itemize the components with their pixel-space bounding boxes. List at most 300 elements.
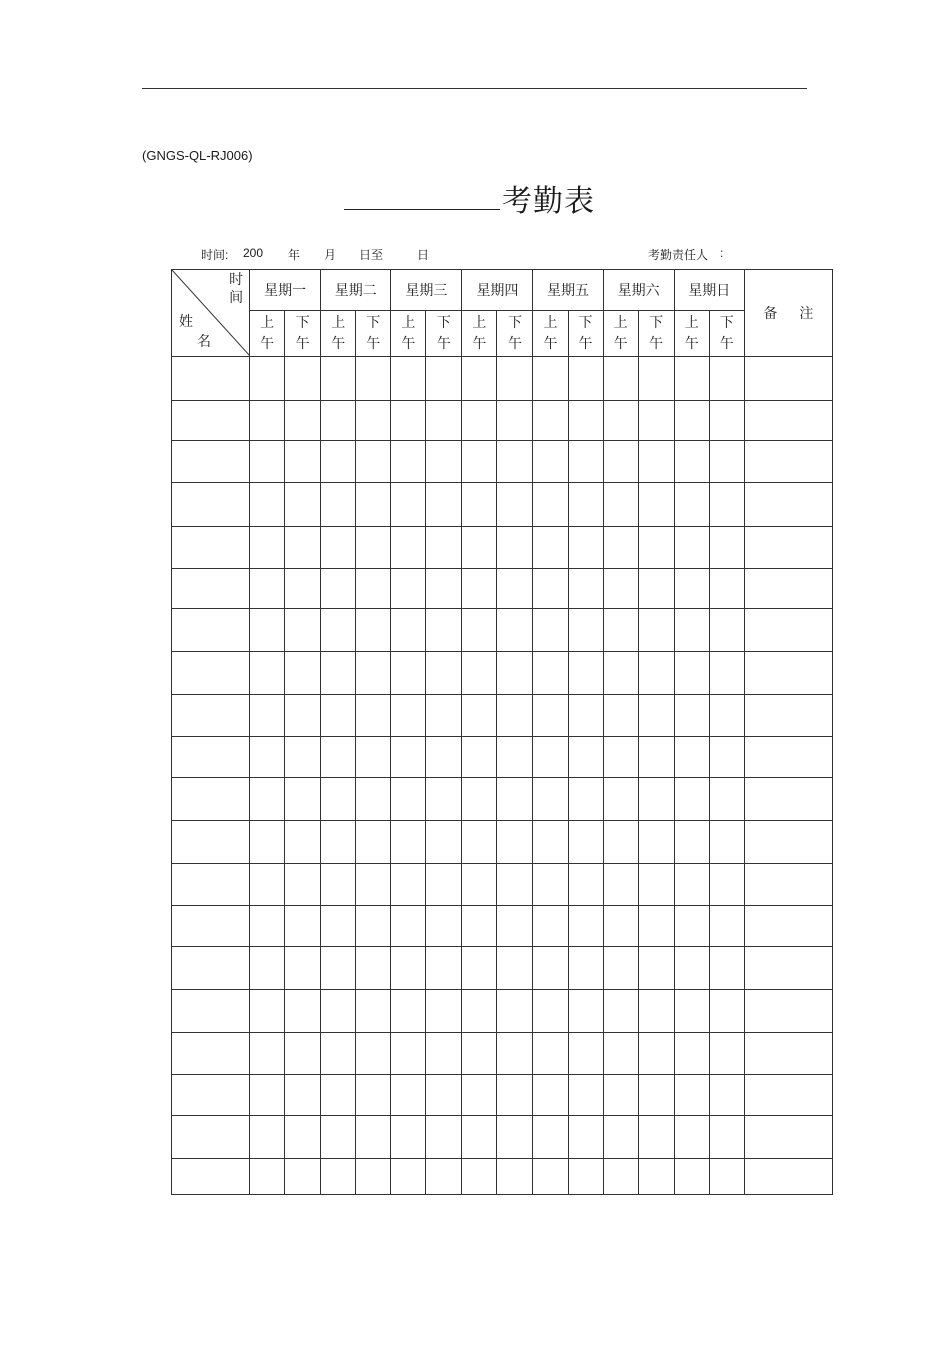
name-cell[interactable] [172, 1159, 250, 1195]
morning-cell[interactable] [462, 483, 497, 527]
morning-cell[interactable] [674, 864, 709, 906]
afternoon-cell[interactable] [709, 357, 744, 401]
afternoon-cell[interactable] [568, 401, 603, 441]
morning-cell[interactable] [533, 864, 568, 906]
afternoon-cell[interactable] [638, 737, 674, 778]
name-cell[interactable] [172, 695, 250, 737]
afternoon-cell[interactable] [426, 737, 462, 778]
morning-cell[interactable] [533, 1116, 568, 1159]
name-cell[interactable] [172, 609, 250, 652]
afternoon-cell[interactable] [709, 906, 744, 947]
afternoon-cell[interactable] [568, 652, 603, 695]
remark-cell[interactable] [744, 652, 832, 695]
afternoon-cell[interactable] [568, 1033, 603, 1075]
morning-cell[interactable] [250, 609, 285, 652]
morning-cell[interactable] [674, 652, 709, 695]
afternoon-cell[interactable] [638, 864, 674, 906]
afternoon-cell[interactable] [285, 1075, 321, 1116]
morning-cell[interactable] [321, 990, 356, 1033]
afternoon-cell[interactable] [568, 527, 603, 569]
morning-cell[interactable] [321, 821, 356, 864]
morning-cell[interactable] [533, 401, 568, 441]
morning-cell[interactable] [250, 821, 285, 864]
afternoon-cell[interactable] [426, 906, 462, 947]
morning-cell[interactable] [391, 990, 426, 1033]
morning-cell[interactable] [674, 1033, 709, 1075]
afternoon-cell[interactable] [497, 695, 533, 737]
afternoon-cell[interactable] [356, 1075, 391, 1116]
afternoon-cell[interactable] [426, 527, 462, 569]
remark-cell[interactable] [744, 1075, 832, 1116]
morning-cell[interactable] [533, 609, 568, 652]
afternoon-cell[interactable] [709, 569, 744, 609]
morning-cell[interactable] [321, 1116, 356, 1159]
morning-cell[interactable] [674, 737, 709, 778]
morning-cell[interactable] [321, 569, 356, 609]
afternoon-cell[interactable] [497, 483, 533, 527]
afternoon-cell[interactable] [426, 609, 462, 652]
afternoon-cell[interactable] [285, 821, 321, 864]
afternoon-cell[interactable] [709, 609, 744, 652]
afternoon-cell[interactable] [285, 401, 321, 441]
morning-cell[interactable] [250, 906, 285, 947]
afternoon-cell[interactable] [638, 906, 674, 947]
afternoon-cell[interactable] [568, 947, 603, 990]
afternoon-cell[interactable] [426, 483, 462, 527]
afternoon-cell[interactable] [568, 357, 603, 401]
afternoon-cell[interactable] [426, 864, 462, 906]
morning-cell[interactable] [391, 947, 426, 990]
morning-cell[interactable] [462, 990, 497, 1033]
afternoon-cell[interactable] [568, 695, 603, 737]
morning-cell[interactable] [674, 990, 709, 1033]
afternoon-cell[interactable] [638, 990, 674, 1033]
morning-cell[interactable] [250, 357, 285, 401]
afternoon-cell[interactable] [356, 864, 391, 906]
morning-cell[interactable] [674, 609, 709, 652]
morning-cell[interactable] [603, 1159, 638, 1195]
afternoon-cell[interactable] [356, 990, 391, 1033]
afternoon-cell[interactable] [638, 527, 674, 569]
afternoon-cell[interactable] [426, 1033, 462, 1075]
morning-cell[interactable] [462, 864, 497, 906]
afternoon-cell[interactable] [285, 357, 321, 401]
morning-cell[interactable] [321, 527, 356, 569]
morning-cell[interactable] [321, 947, 356, 990]
remark-cell[interactable] [744, 1159, 832, 1195]
afternoon-cell[interactable] [285, 609, 321, 652]
afternoon-cell[interactable] [356, 609, 391, 652]
afternoon-cell[interactable] [356, 483, 391, 527]
morning-cell[interactable] [603, 1116, 638, 1159]
afternoon-cell[interactable] [356, 947, 391, 990]
afternoon-cell[interactable] [356, 527, 391, 569]
morning-cell[interactable] [391, 1075, 426, 1116]
morning-cell[interactable] [391, 906, 426, 947]
morning-cell[interactable] [674, 1159, 709, 1195]
remark-cell[interactable] [744, 947, 832, 990]
morning-cell[interactable] [391, 864, 426, 906]
name-cell[interactable] [172, 441, 250, 483]
morning-cell[interactable] [391, 569, 426, 609]
afternoon-cell[interactable] [709, 778, 744, 821]
name-cell[interactable] [172, 527, 250, 569]
afternoon-cell[interactable] [709, 737, 744, 778]
name-cell[interactable] [172, 737, 250, 778]
morning-cell[interactable] [391, 778, 426, 821]
afternoon-cell[interactable] [285, 864, 321, 906]
afternoon-cell[interactable] [356, 906, 391, 947]
afternoon-cell[interactable] [638, 821, 674, 864]
morning-cell[interactable] [250, 1159, 285, 1195]
morning-cell[interactable] [391, 401, 426, 441]
afternoon-cell[interactable] [709, 821, 744, 864]
afternoon-cell[interactable] [285, 906, 321, 947]
afternoon-cell[interactable] [709, 652, 744, 695]
morning-cell[interactable] [533, 357, 568, 401]
afternoon-cell[interactable] [356, 401, 391, 441]
morning-cell[interactable] [321, 1159, 356, 1195]
afternoon-cell[interactable] [568, 778, 603, 821]
afternoon-cell[interactable] [426, 990, 462, 1033]
afternoon-cell[interactable] [497, 947, 533, 990]
remark-cell[interactable] [744, 609, 832, 652]
afternoon-cell[interactable] [568, 864, 603, 906]
afternoon-cell[interactable] [568, 821, 603, 864]
afternoon-cell[interactable] [638, 441, 674, 483]
morning-cell[interactable] [250, 401, 285, 441]
afternoon-cell[interactable] [638, 778, 674, 821]
afternoon-cell[interactable] [285, 1033, 321, 1075]
afternoon-cell[interactable] [285, 527, 321, 569]
morning-cell[interactable] [603, 990, 638, 1033]
afternoon-cell[interactable] [285, 737, 321, 778]
morning-cell[interactable] [250, 947, 285, 990]
remark-cell[interactable] [744, 441, 832, 483]
morning-cell[interactable] [391, 441, 426, 483]
morning-cell[interactable] [674, 778, 709, 821]
remark-cell[interactable] [744, 990, 832, 1033]
remark-cell[interactable] [744, 527, 832, 569]
remark-cell[interactable] [744, 1116, 832, 1159]
remark-cell[interactable] [744, 401, 832, 441]
afternoon-cell[interactable] [568, 1159, 603, 1195]
morning-cell[interactable] [391, 652, 426, 695]
afternoon-cell[interactable] [285, 695, 321, 737]
afternoon-cell[interactable] [568, 1116, 603, 1159]
morning-cell[interactable] [250, 695, 285, 737]
name-cell[interactable] [172, 864, 250, 906]
name-cell[interactable] [172, 1075, 250, 1116]
afternoon-cell[interactable] [638, 401, 674, 441]
morning-cell[interactable] [250, 569, 285, 609]
morning-cell[interactable] [603, 401, 638, 441]
morning-cell[interactable] [462, 906, 497, 947]
morning-cell[interactable] [533, 1159, 568, 1195]
morning-cell[interactable] [603, 483, 638, 527]
afternoon-cell[interactable] [356, 1116, 391, 1159]
remark-cell[interactable] [744, 1033, 832, 1075]
name-cell[interactable] [172, 1033, 250, 1075]
morning-cell[interactable] [250, 1033, 285, 1075]
afternoon-cell[interactable] [356, 737, 391, 778]
morning-cell[interactable] [462, 652, 497, 695]
morning-cell[interactable] [250, 441, 285, 483]
morning-cell[interactable] [391, 527, 426, 569]
remark-cell[interactable] [744, 483, 832, 527]
name-cell[interactable] [172, 569, 250, 609]
afternoon-cell[interactable] [497, 609, 533, 652]
name-cell[interactable] [172, 906, 250, 947]
morning-cell[interactable] [462, 1116, 497, 1159]
morning-cell[interactable] [321, 864, 356, 906]
afternoon-cell[interactable] [638, 357, 674, 401]
afternoon-cell[interactable] [709, 1116, 744, 1159]
name-cell[interactable] [172, 401, 250, 441]
remark-cell[interactable] [744, 737, 832, 778]
afternoon-cell[interactable] [426, 1075, 462, 1116]
morning-cell[interactable] [321, 1075, 356, 1116]
morning-cell[interactable] [321, 1033, 356, 1075]
morning-cell[interactable] [321, 906, 356, 947]
afternoon-cell[interactable] [497, 864, 533, 906]
morning-cell[interactable] [533, 483, 568, 527]
afternoon-cell[interactable] [426, 695, 462, 737]
morning-cell[interactable] [462, 947, 497, 990]
afternoon-cell[interactable] [568, 569, 603, 609]
afternoon-cell[interactable] [638, 652, 674, 695]
afternoon-cell[interactable] [638, 1075, 674, 1116]
afternoon-cell[interactable] [568, 483, 603, 527]
morning-cell[interactable] [674, 357, 709, 401]
afternoon-cell[interactable] [426, 821, 462, 864]
afternoon-cell[interactable] [638, 695, 674, 737]
morning-cell[interactable] [391, 821, 426, 864]
afternoon-cell[interactable] [497, 357, 533, 401]
afternoon-cell[interactable] [638, 1159, 674, 1195]
afternoon-cell[interactable] [568, 990, 603, 1033]
morning-cell[interactable] [250, 864, 285, 906]
morning-cell[interactable] [462, 441, 497, 483]
morning-cell[interactable] [250, 1075, 285, 1116]
afternoon-cell[interactable] [709, 483, 744, 527]
afternoon-cell[interactable] [356, 1033, 391, 1075]
morning-cell[interactable] [462, 527, 497, 569]
morning-cell[interactable] [674, 947, 709, 990]
morning-cell[interactable] [321, 609, 356, 652]
afternoon-cell[interactable] [568, 609, 603, 652]
morning-cell[interactable] [391, 695, 426, 737]
morning-cell[interactable] [603, 695, 638, 737]
afternoon-cell[interactable] [568, 906, 603, 947]
afternoon-cell[interactable] [426, 357, 462, 401]
morning-cell[interactable] [250, 990, 285, 1033]
name-cell[interactable] [172, 990, 250, 1033]
morning-cell[interactable] [462, 1033, 497, 1075]
afternoon-cell[interactable] [638, 1033, 674, 1075]
morning-cell[interactable] [603, 906, 638, 947]
morning-cell[interactable] [533, 1075, 568, 1116]
morning-cell[interactable] [603, 1075, 638, 1116]
afternoon-cell[interactable] [356, 1159, 391, 1195]
morning-cell[interactable] [462, 357, 497, 401]
morning-cell[interactable] [674, 483, 709, 527]
afternoon-cell[interactable] [497, 401, 533, 441]
morning-cell[interactable] [462, 1159, 497, 1195]
afternoon-cell[interactable] [426, 778, 462, 821]
afternoon-cell[interactable] [356, 357, 391, 401]
morning-cell[interactable] [603, 778, 638, 821]
morning-cell[interactable] [603, 821, 638, 864]
name-cell[interactable] [172, 821, 250, 864]
afternoon-cell[interactable] [426, 652, 462, 695]
morning-cell[interactable] [533, 821, 568, 864]
morning-cell[interactable] [674, 569, 709, 609]
remark-cell[interactable] [744, 821, 832, 864]
morning-cell[interactable] [533, 569, 568, 609]
afternoon-cell[interactable] [356, 569, 391, 609]
afternoon-cell[interactable] [709, 1159, 744, 1195]
afternoon-cell[interactable] [356, 778, 391, 821]
name-cell[interactable] [172, 483, 250, 527]
morning-cell[interactable] [603, 527, 638, 569]
afternoon-cell[interactable] [285, 569, 321, 609]
afternoon-cell[interactable] [356, 695, 391, 737]
remark-cell[interactable] [744, 906, 832, 947]
morning-cell[interactable] [250, 527, 285, 569]
morning-cell[interactable] [603, 737, 638, 778]
afternoon-cell[interactable] [356, 652, 391, 695]
morning-cell[interactable] [603, 864, 638, 906]
morning-cell[interactable] [321, 778, 356, 821]
morning-cell[interactable] [391, 1116, 426, 1159]
morning-cell[interactable] [321, 401, 356, 441]
morning-cell[interactable] [462, 695, 497, 737]
morning-cell[interactable] [533, 1033, 568, 1075]
morning-cell[interactable] [250, 483, 285, 527]
afternoon-cell[interactable] [568, 441, 603, 483]
afternoon-cell[interactable] [497, 1116, 533, 1159]
morning-cell[interactable] [533, 906, 568, 947]
afternoon-cell[interactable] [568, 737, 603, 778]
afternoon-cell[interactable] [285, 947, 321, 990]
afternoon-cell[interactable] [709, 1075, 744, 1116]
morning-cell[interactable] [533, 441, 568, 483]
morning-cell[interactable] [462, 778, 497, 821]
morning-cell[interactable] [533, 778, 568, 821]
morning-cell[interactable] [391, 483, 426, 527]
morning-cell[interactable] [674, 821, 709, 864]
afternoon-cell[interactable] [285, 1116, 321, 1159]
morning-cell[interactable] [533, 990, 568, 1033]
morning-cell[interactable] [321, 695, 356, 737]
afternoon-cell[interactable] [426, 569, 462, 609]
afternoon-cell[interactable] [638, 1116, 674, 1159]
afternoon-cell[interactable] [426, 401, 462, 441]
name-cell[interactable] [172, 357, 250, 401]
morning-cell[interactable] [321, 652, 356, 695]
morning-cell[interactable] [533, 652, 568, 695]
morning-cell[interactable] [674, 1116, 709, 1159]
morning-cell[interactable] [603, 569, 638, 609]
afternoon-cell[interactable] [426, 1116, 462, 1159]
morning-cell[interactable] [462, 1075, 497, 1116]
afternoon-cell[interactable] [709, 401, 744, 441]
morning-cell[interactable] [321, 441, 356, 483]
morning-cell[interactable] [462, 737, 497, 778]
morning-cell[interactable] [533, 947, 568, 990]
morning-cell[interactable] [603, 652, 638, 695]
afternoon-cell[interactable] [497, 1159, 533, 1195]
morning-cell[interactable] [674, 527, 709, 569]
morning-cell[interactable] [250, 1116, 285, 1159]
morning-cell[interactable] [321, 737, 356, 778]
afternoon-cell[interactable] [497, 906, 533, 947]
afternoon-cell[interactable] [497, 821, 533, 864]
afternoon-cell[interactable] [568, 1075, 603, 1116]
afternoon-cell[interactable] [497, 990, 533, 1033]
afternoon-cell[interactable] [709, 695, 744, 737]
afternoon-cell[interactable] [497, 527, 533, 569]
morning-cell[interactable] [674, 441, 709, 483]
afternoon-cell[interactable] [285, 483, 321, 527]
afternoon-cell[interactable] [497, 737, 533, 778]
morning-cell[interactable] [391, 1159, 426, 1195]
title-blank-line[interactable] [344, 209, 500, 210]
morning-cell[interactable] [603, 609, 638, 652]
name-cell[interactable] [172, 1116, 250, 1159]
remark-cell[interactable] [744, 864, 832, 906]
morning-cell[interactable] [391, 1033, 426, 1075]
afternoon-cell[interactable] [709, 1033, 744, 1075]
afternoon-cell[interactable] [285, 990, 321, 1033]
afternoon-cell[interactable] [709, 441, 744, 483]
afternoon-cell[interactable] [285, 652, 321, 695]
morning-cell[interactable] [603, 1033, 638, 1075]
afternoon-cell[interactable] [709, 864, 744, 906]
morning-cell[interactable] [533, 527, 568, 569]
afternoon-cell[interactable] [356, 441, 391, 483]
afternoon-cell[interactable] [285, 778, 321, 821]
morning-cell[interactable] [250, 737, 285, 778]
afternoon-cell[interactable] [638, 609, 674, 652]
afternoon-cell[interactable] [356, 821, 391, 864]
afternoon-cell[interactable] [285, 1159, 321, 1195]
afternoon-cell[interactable] [709, 527, 744, 569]
afternoon-cell[interactable] [285, 441, 321, 483]
afternoon-cell[interactable] [638, 483, 674, 527]
morning-cell[interactable] [674, 906, 709, 947]
morning-cell[interactable] [391, 609, 426, 652]
afternoon-cell[interactable] [497, 778, 533, 821]
afternoon-cell[interactable] [497, 1033, 533, 1075]
name-cell[interactable] [172, 947, 250, 990]
morning-cell[interactable] [674, 401, 709, 441]
afternoon-cell[interactable] [426, 947, 462, 990]
remark-cell[interactable] [744, 357, 832, 401]
morning-cell[interactable] [462, 569, 497, 609]
afternoon-cell[interactable] [497, 652, 533, 695]
morning-cell[interactable] [462, 609, 497, 652]
morning-cell[interactable] [321, 357, 356, 401]
morning-cell[interactable] [462, 401, 497, 441]
afternoon-cell[interactable] [709, 947, 744, 990]
morning-cell[interactable] [603, 441, 638, 483]
afternoon-cell[interactable] [497, 1075, 533, 1116]
morning-cell[interactable] [391, 737, 426, 778]
name-cell[interactable] [172, 652, 250, 695]
morning-cell[interactable] [462, 821, 497, 864]
